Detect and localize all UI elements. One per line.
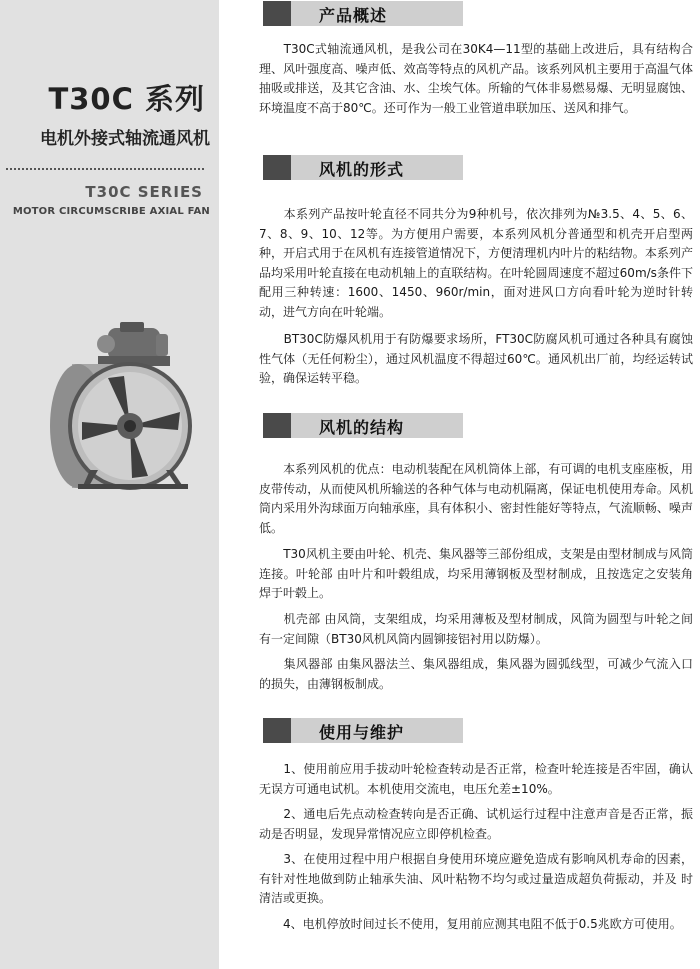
section-marker [263, 155, 291, 180]
section-marker [263, 413, 291, 438]
section-marker [263, 1, 291, 26]
paragraph: 本系列风机的优点：电动机装配在风机筒体上部，有可调的电机支座座板，用皮带传动，从而使风机所输送的各种气体与电动机隔离，保证电机使用寿命。风机筒内采用外沟球面万向轴承座，具有体积小、密封性能好等特点，气流顺畅、噪声低。 [259, 462, 693, 535]
section-header-maintenance [263, 718, 463, 743]
section-title: 使用与维护 [319, 723, 405, 742]
section-marker [263, 718, 291, 743]
paragraph: 2、通电后先点动检查转向是否正确、试机运行过程中注意声音是否正常，振动是否明显，发现异常情况应立即停机检查。 [259, 807, 693, 841]
product-subtitle-english: MOTOR CIRCUMSCRIBE AXIAL FAN [12, 206, 210, 217]
product-subtitle: 电机外接式轴流通风机 [40, 129, 210, 149]
paragraph: 3、在使用过程中用户根据自身使用环境应避免造成有影响风机寿命的因素，有针对性地做到防止轴承失油、风叶粘物不均匀或过量造成超负荷振动，并及 时清洁或更换。 [259, 852, 693, 906]
paragraph: 本系列产品按叶轮直径不同共分为9种机号，依次排列为№3.5、4、5、6、7、8、9、10、12等。为方便用户需要，本系列风机分普通型和机壳开启型两种，开启式用于在风机有连接管道情况下，方便清理机内叶片的粘结物。本系列产品均采用叶轮直接在电动机轴上的直联结构。在叶轮圆周速度不超过60m/s条件下配用三种转速：1600、1450、960r/min，面对进风口方向看叶轮为逆时针转动，进气方向在叶轮端。 [259, 207, 693, 319]
product-title: T30C 系列 [48, 82, 205, 116]
product-title-english: T30C SERIES [85, 183, 203, 201]
paragraph: 4、电机停放时间过长不使用，复用前应测其电阻不低于0.5兆欧方可使用。 [259, 917, 682, 931]
paragraph: 机壳部 由风筒，支架组成，均采用薄板及型材制成，风筒为圆型与叶轮之间有一定间隙（BT30风机风筒内圆铆接铝衬用以防爆）。 [259, 612, 693, 646]
dotted-divider [6, 168, 204, 170]
axial-fan-image [38, 320, 208, 490]
paragraph: T30C式轴流通风机，是我公司在30K4—11型的基础上改进后，具有结构合理、风叶强度高、噪声低、效高等特点的风机产品。该系列风机主要用于高温气体抽吸或排送，及其它含油、水、尘埃气体。所输的气体非易燃易爆、无明显腐蚀、环境温度不高于80℃。还可作为一般工业管道串联加压、送风和排气。 [259, 42, 693, 115]
paragraph: T30风机主要由叶轮、机壳、集风器等三部份组成，支架是由型材制成与风筒连接。叶轮部 由叶片和叶毂组成，均采用薄钢板及型材制成，且按选定之安装角焊于叶毂上。 [259, 547, 693, 601]
section-title: 风机的形式 [319, 160, 405, 179]
sidebar-panel [0, 0, 219, 969]
paragraph: BT30C防爆风机用于有防爆要求场所，FT30C防腐风机可通过各种具有腐蚀性气体（无任何粉尘），通过风机温度不得超过60℃。通风机出厂前，均经运转试验，确保运转平稳。 [259, 332, 693, 386]
paragraph: 1、使用前应用手拔动叶轮检查转动是否正常，检查叶轮连接是否牢固，确认无误方可通电试机。本机使用交流电，电压允差±10%。 [259, 762, 693, 796]
section-header-overview [263, 1, 463, 26]
section-title: 产品概述 [319, 6, 388, 25]
section-header-structure [263, 413, 463, 438]
paragraph: 集风器部 由集风器法兰、集风器组成，集风器为圆弧线型，可减少气流入口的损失，由薄钢板制成。 [259, 657, 693, 691]
section-header-types [263, 155, 463, 180]
section-title: 风机的结构 [319, 418, 405, 437]
